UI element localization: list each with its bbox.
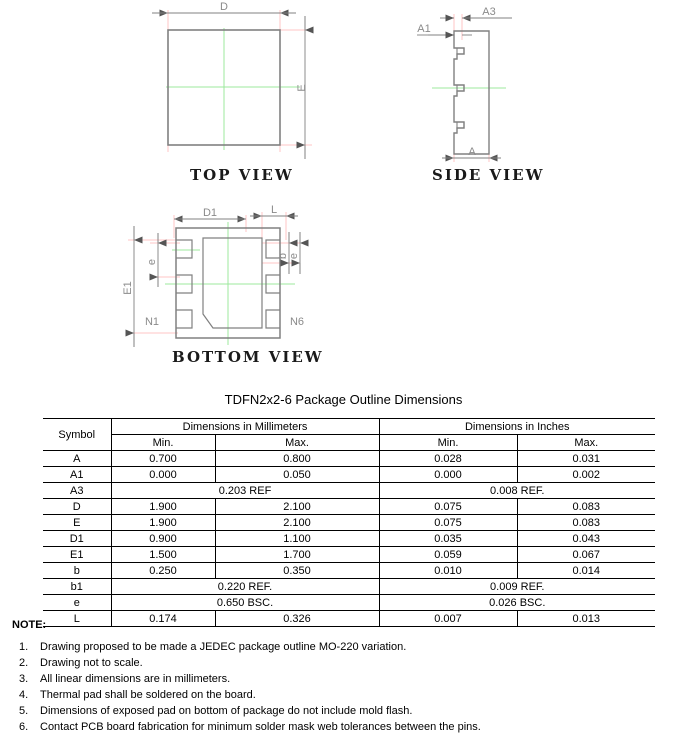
header-mm-max: Max. <box>215 435 379 451</box>
cell-mm-max: 1.700 <box>215 547 379 563</box>
top-view-caption: TOP VIEW <box>190 166 294 184</box>
note-number: 4. <box>19 689 29 701</box>
table-row <box>43 451 655 467</box>
dimension-table-body <box>43 451 655 627</box>
dim-label-e2: e <box>288 252 300 260</box>
cell-symbol: E1 <box>43 547 111 563</box>
cell-symbol: A <box>43 451 111 467</box>
table-row <box>43 595 655 611</box>
notes-list <box>12 640 672 735</box>
cell-mm-min: 1.900 <box>111 515 215 531</box>
cell-symbol: E <box>43 515 111 531</box>
header-group-in: Dimensions in Inches <box>379 419 655 435</box>
cell-in-max: 0.083 <box>517 499 655 515</box>
note-number: 2. <box>19 657 29 669</box>
cell-mm-min: 0.250 <box>111 563 215 579</box>
dimension-table-title: TDFN2x2-6 Package Outline Dimensions <box>224 392 463 407</box>
cell-symbol: b <box>43 563 111 579</box>
header-mm-min: Min. <box>111 435 215 451</box>
cell-in-ref: 0.008 REF. <box>379 483 655 499</box>
cell-mm-min: 0.900 <box>111 531 215 547</box>
table-row <box>43 515 655 531</box>
cell-in-min: 0.007 <box>379 611 517 627</box>
cell-mm-max: 0.350 <box>215 563 379 579</box>
cell-symbol: L <box>43 611 111 627</box>
cell-in-ref: 0.009 REF. <box>379 579 655 595</box>
cell-mm-max: 0.800 <box>215 451 379 467</box>
note-number: 3. <box>19 673 29 685</box>
note-text: All linear dimensions are in millimeters. <box>40 673 231 685</box>
cell-in-min: 0.075 <box>379 515 517 531</box>
dim-label-D: D <box>220 1 228 13</box>
note-text: Dimensions of exposed pad on bottom of package do not include mold flash. <box>40 705 413 717</box>
cell-in-max: 0.043 <box>517 531 655 547</box>
dim-label-E: E <box>296 84 308 92</box>
table-row <box>43 531 655 547</box>
table-row <box>43 499 655 515</box>
cell-in-min: 0.028 <box>379 451 517 467</box>
table-row <box>43 483 655 499</box>
bottom-view-caption: BOTTOM VIEW <box>172 348 324 366</box>
dimension-table <box>43 418 655 627</box>
notes-heading: NOTE: <box>12 619 47 631</box>
table-header-sub-row <box>43 435 655 451</box>
side-view-caption: SIDE VIEW <box>432 166 545 184</box>
dim-label-D1: D1 <box>202 207 218 219</box>
cell-mm-ref: 0.220 REF. <box>111 579 379 595</box>
cell-in-min: 0.059 <box>379 547 517 563</box>
note-text: Contact PCB board fabrication for minimum solder mask web tolerances between the pins. <box>40 721 481 733</box>
note-item <box>12 672 672 687</box>
cell-mm-min: 0.700 <box>111 451 215 467</box>
table-row <box>43 563 655 579</box>
note-text: Thermal pad shall be soldered on the board. <box>40 689 256 701</box>
note-item <box>12 640 672 655</box>
table-row <box>43 579 655 595</box>
notes-section <box>12 618 672 736</box>
cell-in-min: 0.035 <box>379 531 517 547</box>
header-in-max: Max. <box>517 435 655 451</box>
cell-mm-ref: 0.650 BSC. <box>111 595 379 611</box>
table-row <box>43 467 655 483</box>
pin-label-N6: N6 <box>289 316 305 328</box>
table-header-group-row <box>43 419 655 435</box>
dim-label-e: e <box>146 258 158 266</box>
dim-label-A3: A3 <box>482 6 496 18</box>
cell-in-max: 0.031 <box>517 451 655 467</box>
header-in-min: Min. <box>379 435 517 451</box>
cell-mm-ref: 0.203 REF <box>111 483 379 499</box>
cell-symbol: b1 <box>43 579 111 595</box>
header-symbol: Symbol <box>43 419 111 451</box>
cell-in-max: 0.083 <box>517 515 655 531</box>
cell-in-max: 0.014 <box>517 563 655 579</box>
note-number: 1. <box>19 641 29 653</box>
cell-in-max: 0.013 <box>517 611 655 627</box>
cell-symbol: D <box>43 499 111 515</box>
header-group-mm: Dimensions in Millimeters <box>111 419 379 435</box>
cell-mm-max: 1.100 <box>215 531 379 547</box>
cell-mm-max: 2.100 <box>215 499 379 515</box>
cell-mm-max: 0.326 <box>215 611 379 627</box>
cell-mm-min: 0.000 <box>111 467 215 483</box>
note-item <box>12 688 672 703</box>
cell-mm-max: 0.050 <box>215 467 379 483</box>
note-text: Drawing not to scale. <box>40 657 143 669</box>
note-item <box>12 656 672 671</box>
pin-label-N1: N1 <box>144 316 160 328</box>
note-item <box>12 720 672 735</box>
note-number: 5. <box>19 705 29 717</box>
dim-label-b: b <box>277 252 289 260</box>
note-item <box>12 704 672 719</box>
table-row <box>43 547 655 563</box>
cell-in-max: 0.067 <box>517 547 655 563</box>
cell-mm-max: 2.100 <box>215 515 379 531</box>
cell-in-min: 0.010 <box>379 563 517 579</box>
cell-symbol: A3 <box>43 483 111 499</box>
cell-in-max: 0.002 <box>517 467 655 483</box>
cell-symbol: D1 <box>43 531 111 547</box>
cell-symbol: e <box>43 595 111 611</box>
cell-mm-min: 1.900 <box>111 499 215 515</box>
cell-in-ref: 0.026 BSC. <box>379 595 655 611</box>
cell-in-min: 0.000 <box>379 467 517 483</box>
cell-mm-min: 0.174 <box>111 611 215 627</box>
note-text: Drawing proposed to be made a JEDEC package outline MO-220 variation. <box>40 641 407 653</box>
cell-symbol: A1 <box>43 467 111 483</box>
cell-mm-min: 1.500 <box>111 547 215 563</box>
cell-in-min: 0.075 <box>379 499 517 515</box>
note-number: 6. <box>19 721 29 733</box>
dimension-table-container <box>43 418 655 627</box>
dim-label-A1: A1 <box>417 23 431 35</box>
dim-label-L: L <box>270 204 278 216</box>
dim-label-A: A <box>468 146 476 158</box>
dim-label-E1: E1 <box>122 281 134 295</box>
